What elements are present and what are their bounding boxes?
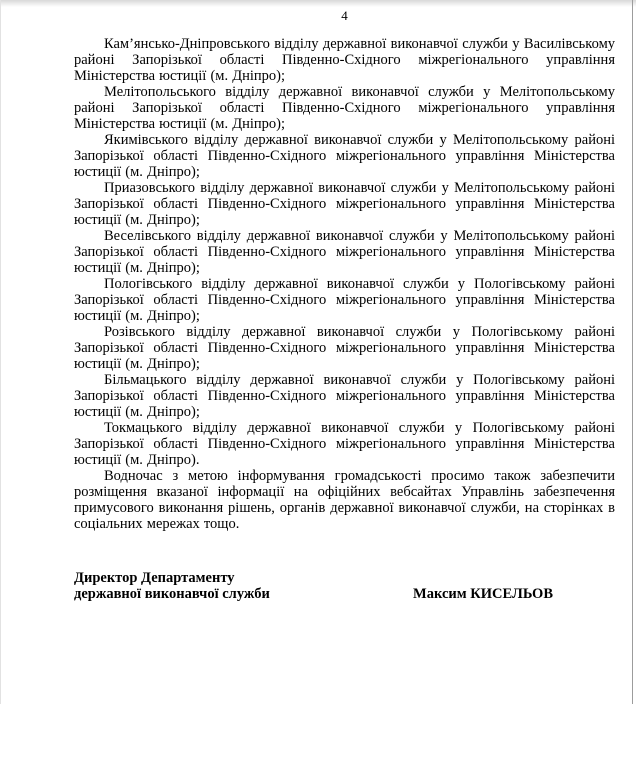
signature-title-line2: державної виконавчої служби <box>74 586 270 602</box>
signature-name: Максим КИСЕЛЬОВ <box>413 586 553 602</box>
page-number: 4 <box>341 8 348 23</box>
body-paragraph: Веселівського відділу державної виконавчої служби у Мелітопольському районі Запорізької області Південно-Східного міжрегіонального управління Міністерства юстиції (м. Дніпро); <box>74 228 615 276</box>
body-paragraph: Кам’янсько-Дніпровського відділу державної виконавчої служби у Василівському районі Запорізької області Південно-Східного міжрегіонального управління Міністерства юстиції (м. Дніпро); <box>74 36 615 84</box>
body-paragraph: Більмацького відділу державної виконавчої служби у Пологівському районі Запорізької області Південно-Східного міжрегіонального управління Міністерства юстиції (м. Дніпро); <box>74 372 615 420</box>
signature-block <box>74 570 615 602</box>
body-paragraph: Токмацького відділу державної виконавчої служби у Пологівському районі Запорізької області Південно-Східного міжрегіонального управління Міністерства юстиції (м. Дніпро). <box>74 420 615 468</box>
page-content <box>74 0 615 602</box>
body-paragraph: Пологівського відділу державної виконавчої служби у Пологівському районі Запорізької області Південно-Східного міжрегіонального управління Міністерства юстиції (м. Дніпро); <box>74 276 615 324</box>
body-paragraph: Водночас з метою інформування громадськості просимо також забезпечити розміщення вказаної інформації на офіційних вебсайтах Управлінь забезпечення примусового виконання рішень, органів державної виконавчої служби, на сторінках в соціальних мережах тощо. <box>74 468 615 532</box>
body-paragraph: Якимівського відділу державної виконавчої служби у Мелітопольському районі Запорізької області Південно-Східного міжрегіонального управління Міністерства юстиції (м. Дніпро); <box>74 132 615 180</box>
page-right-border <box>632 0 633 704</box>
page-left-border <box>0 0 1 704</box>
body-paragraph: Мелітопольського відділу державної виконавчої служби у Мелітопольському районі Запорізької області Південно-Східного міжрегіонального управління Міністерства юстиції (м. Дніпро); <box>74 84 615 132</box>
document-body <box>74 36 615 532</box>
signature-title-line1: Директор Департаменту <box>74 570 235 586</box>
signature-title <box>74 570 270 602</box>
body-paragraph: Приазовського відділу державної виконавчої служби у Мелітопольському районі Запорізької області Південно-Східного міжрегіонального управління Міністерства юстиції (м. Дніпро); <box>74 180 615 228</box>
body-paragraph: Розівського відділу державної виконавчої служби у Пологівському районі Запорізької області Південно-Східного міжрегіонального управління Міністерства юстиції (м. Дніпро); <box>74 324 615 372</box>
